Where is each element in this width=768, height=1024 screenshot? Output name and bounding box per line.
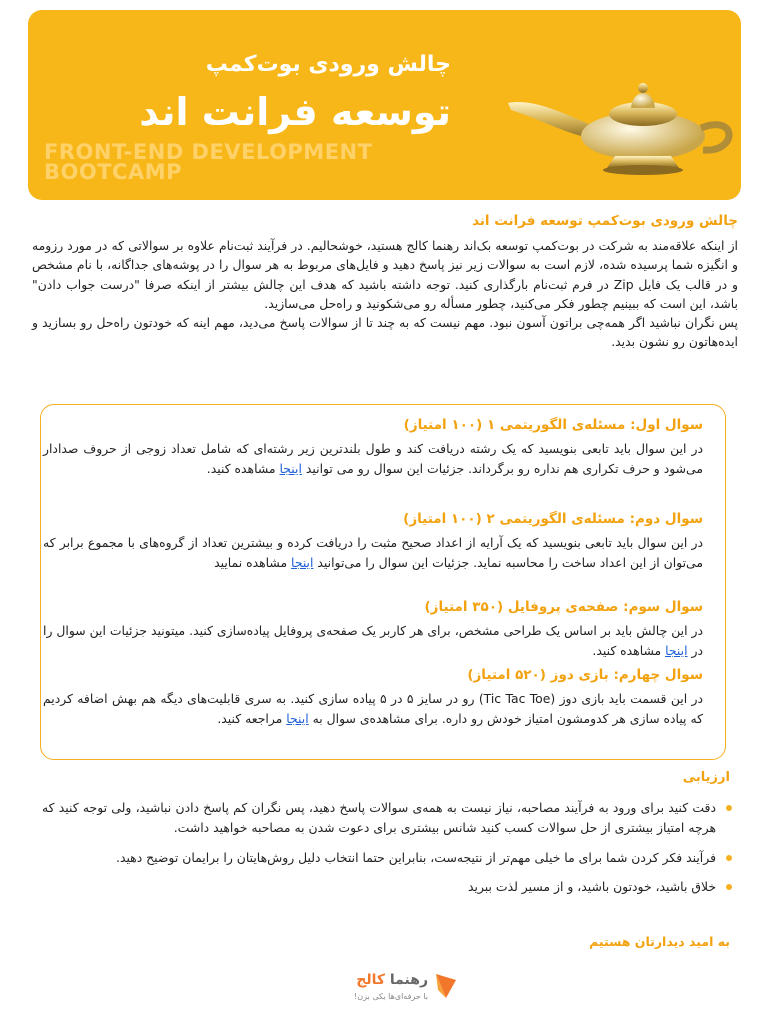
- question-link[interactable]: اینجا: [291, 554, 314, 570]
- question-title: سوال سوم: صفحه‌ی پروفایل (۳۵۰ امتیاز): [424, 599, 703, 615]
- question-link[interactable]: اینجا: [665, 642, 688, 658]
- question-link[interactable]: اینجا: [286, 710, 309, 726]
- list-item: دقت کنید برای ورود به فرآیند مصاحبه، نیاز نیست به همه‌ی سوالات پاسخ دهید، پس نگران کم پاسخ دادن نباشید، ولی توجه کنید که هرچه امتیاز بیشتری از حل سوالات کسب کنید شانس بیشتری برای دعوت شدن به مصاحبه خواهید داشت.: [42, 798, 732, 838]
- question-title: سوال چهارم: بازی دوز (۵۲۰ امتیاز): [467, 667, 703, 683]
- closing-text: به امید دیدارتان هستیم: [589, 934, 730, 949]
- logo-tagline: با حرفه‌ای‌ها یکی بزن!: [354, 992, 428, 1001]
- question-2: [43, 511, 703, 573]
- question-body: در این سوال باید تابعی بنویسید که یک آرایه از اعداد صحیح مثبت را دریافت کرده و بیشترین تعداد از گروه‌های با مجموع برابر که می‌توان از این اعداد ساخت را محاسبه نماید. جزئیات این سوال را می‌توانید اینجا مشاهده نمایید: [43, 535, 703, 570]
- list-item: خلاق باشید، خودتون باشید، و از مسیر لذت ببرید: [42, 877, 732, 897]
- bullet-icon: [726, 855, 732, 861]
- footer-logo: [280, 968, 490, 1008]
- rahnema-logo-icon: [432, 970, 460, 1000]
- question-link[interactable]: اینجا: [279, 460, 302, 476]
- question-3: [43, 599, 703, 661]
- question-4: [43, 667, 703, 729]
- question-body: در این سوال باید تابعی بنویسید که یک رشته دریافت کند و طول بلندترین زیر رشته‌ای که شامل تعداد زوجی از حروف صدادار می‌شود و حرف تکراری هم نداره رو برگرداند. جزئیات این سوال رو می توانید اینجا مشاهده کنید.: [43, 441, 703, 476]
- hero-title: توسعه فرانت اند: [139, 90, 451, 134]
- list-item: فرآیند فکر کردن شما برای ما خیلی مهم‌تر از نتیجه‌ست، بنابراین حتما انتخاب دلیل روش‌هایتان را برایمان توضیح دهید.: [42, 848, 732, 868]
- evaluation-title: ارزیابی: [682, 770, 730, 785]
- hero-subtitle: چالش ورودی بوت‌کمپ: [205, 52, 451, 77]
- question-title: سوال اول: مسئله‌ی الگوریتمی ۱ (۱۰۰ امتیاز): [403, 417, 703, 433]
- intro-paragraph: از اینکه علاقه‌مند به شرکت در بوت‌کمپ توسعه بک‌اند رهنما کالج هستید، خوشحالیم. در فرآیند ثبت‌نام علاوه بر سوالاتی که در مورد رزومه و انگیزه شما پرسیده شده، لازم است به سوالات زیر نیز پاسخ دهید و فایل‌های مربوط به هر سوال را در پوشه‌های جداگانه، با نام مشخص و در قالب یک فایل Zip در فرم ثبت‌نام بارگذاری کنید. توجه داشته باشید که هدف این چالش بیشتر از اینکه صرفا "درست جواب دادن" باشد، این است که ببینیم چطور فکر می‌کنید، چطور مسأله رو می‌شکونید و راه‌حل می‌سازید.: [32, 238, 738, 311]
- question-title: سوال دوم: مسئله‌ی الگوریتمی ۲ (۱۰۰ امتیاز): [403, 511, 703, 527]
- questions-box: [40, 404, 726, 760]
- bullet-icon: [726, 805, 732, 811]
- bullet-icon: [726, 884, 732, 890]
- hero-english-title: FRONT-END DEVELOPMENT BOOTCAMP: [44, 140, 373, 184]
- intro-paragraph: پس نگران نباشید اگر همه‌چی براتون آسون نبود. مهم نیست که به چند تا از سوالات پاسخ می‌دید، مهم اینه که خودتون راه‌حل رو بسازید و ایده‌هاتون رو نشون بدید.: [32, 315, 738, 350]
- logo-name: رهنما کالج: [356, 972, 428, 988]
- intro-title: چالش ورودی بوت‌کمپ توسعه فرانت اند: [472, 213, 738, 229]
- hero-banner: [28, 10, 741, 200]
- question-1: [43, 417, 703, 479]
- intro-text: [32, 236, 738, 352]
- magic-lamp-icon: [503, 58, 741, 178]
- question-body: در این قسمت باید بازی دوز (Tic Tac Toe) رو در سایز ۵ در ۵ پیاده سازی کنید. به سری قابلیت‌های دیگه هم بهش اضافه کردیم که پیاده سازی هر کدومشون امتیاز خودش رو داره. برای مشاهده‌ی سوال به اینجا مراجعه کنید.: [43, 691, 703, 726]
- evaluation-list: [42, 798, 732, 907]
- question-body: در این چالش باید بر اساس یک طراحی مشخص، برای هر کاربر یک صفحه‌ی پروفایل پیاده‌سازی کنید. میتونید جزئیات این سوال را در اینجا مشاهده کنید.: [43, 623, 703, 658]
